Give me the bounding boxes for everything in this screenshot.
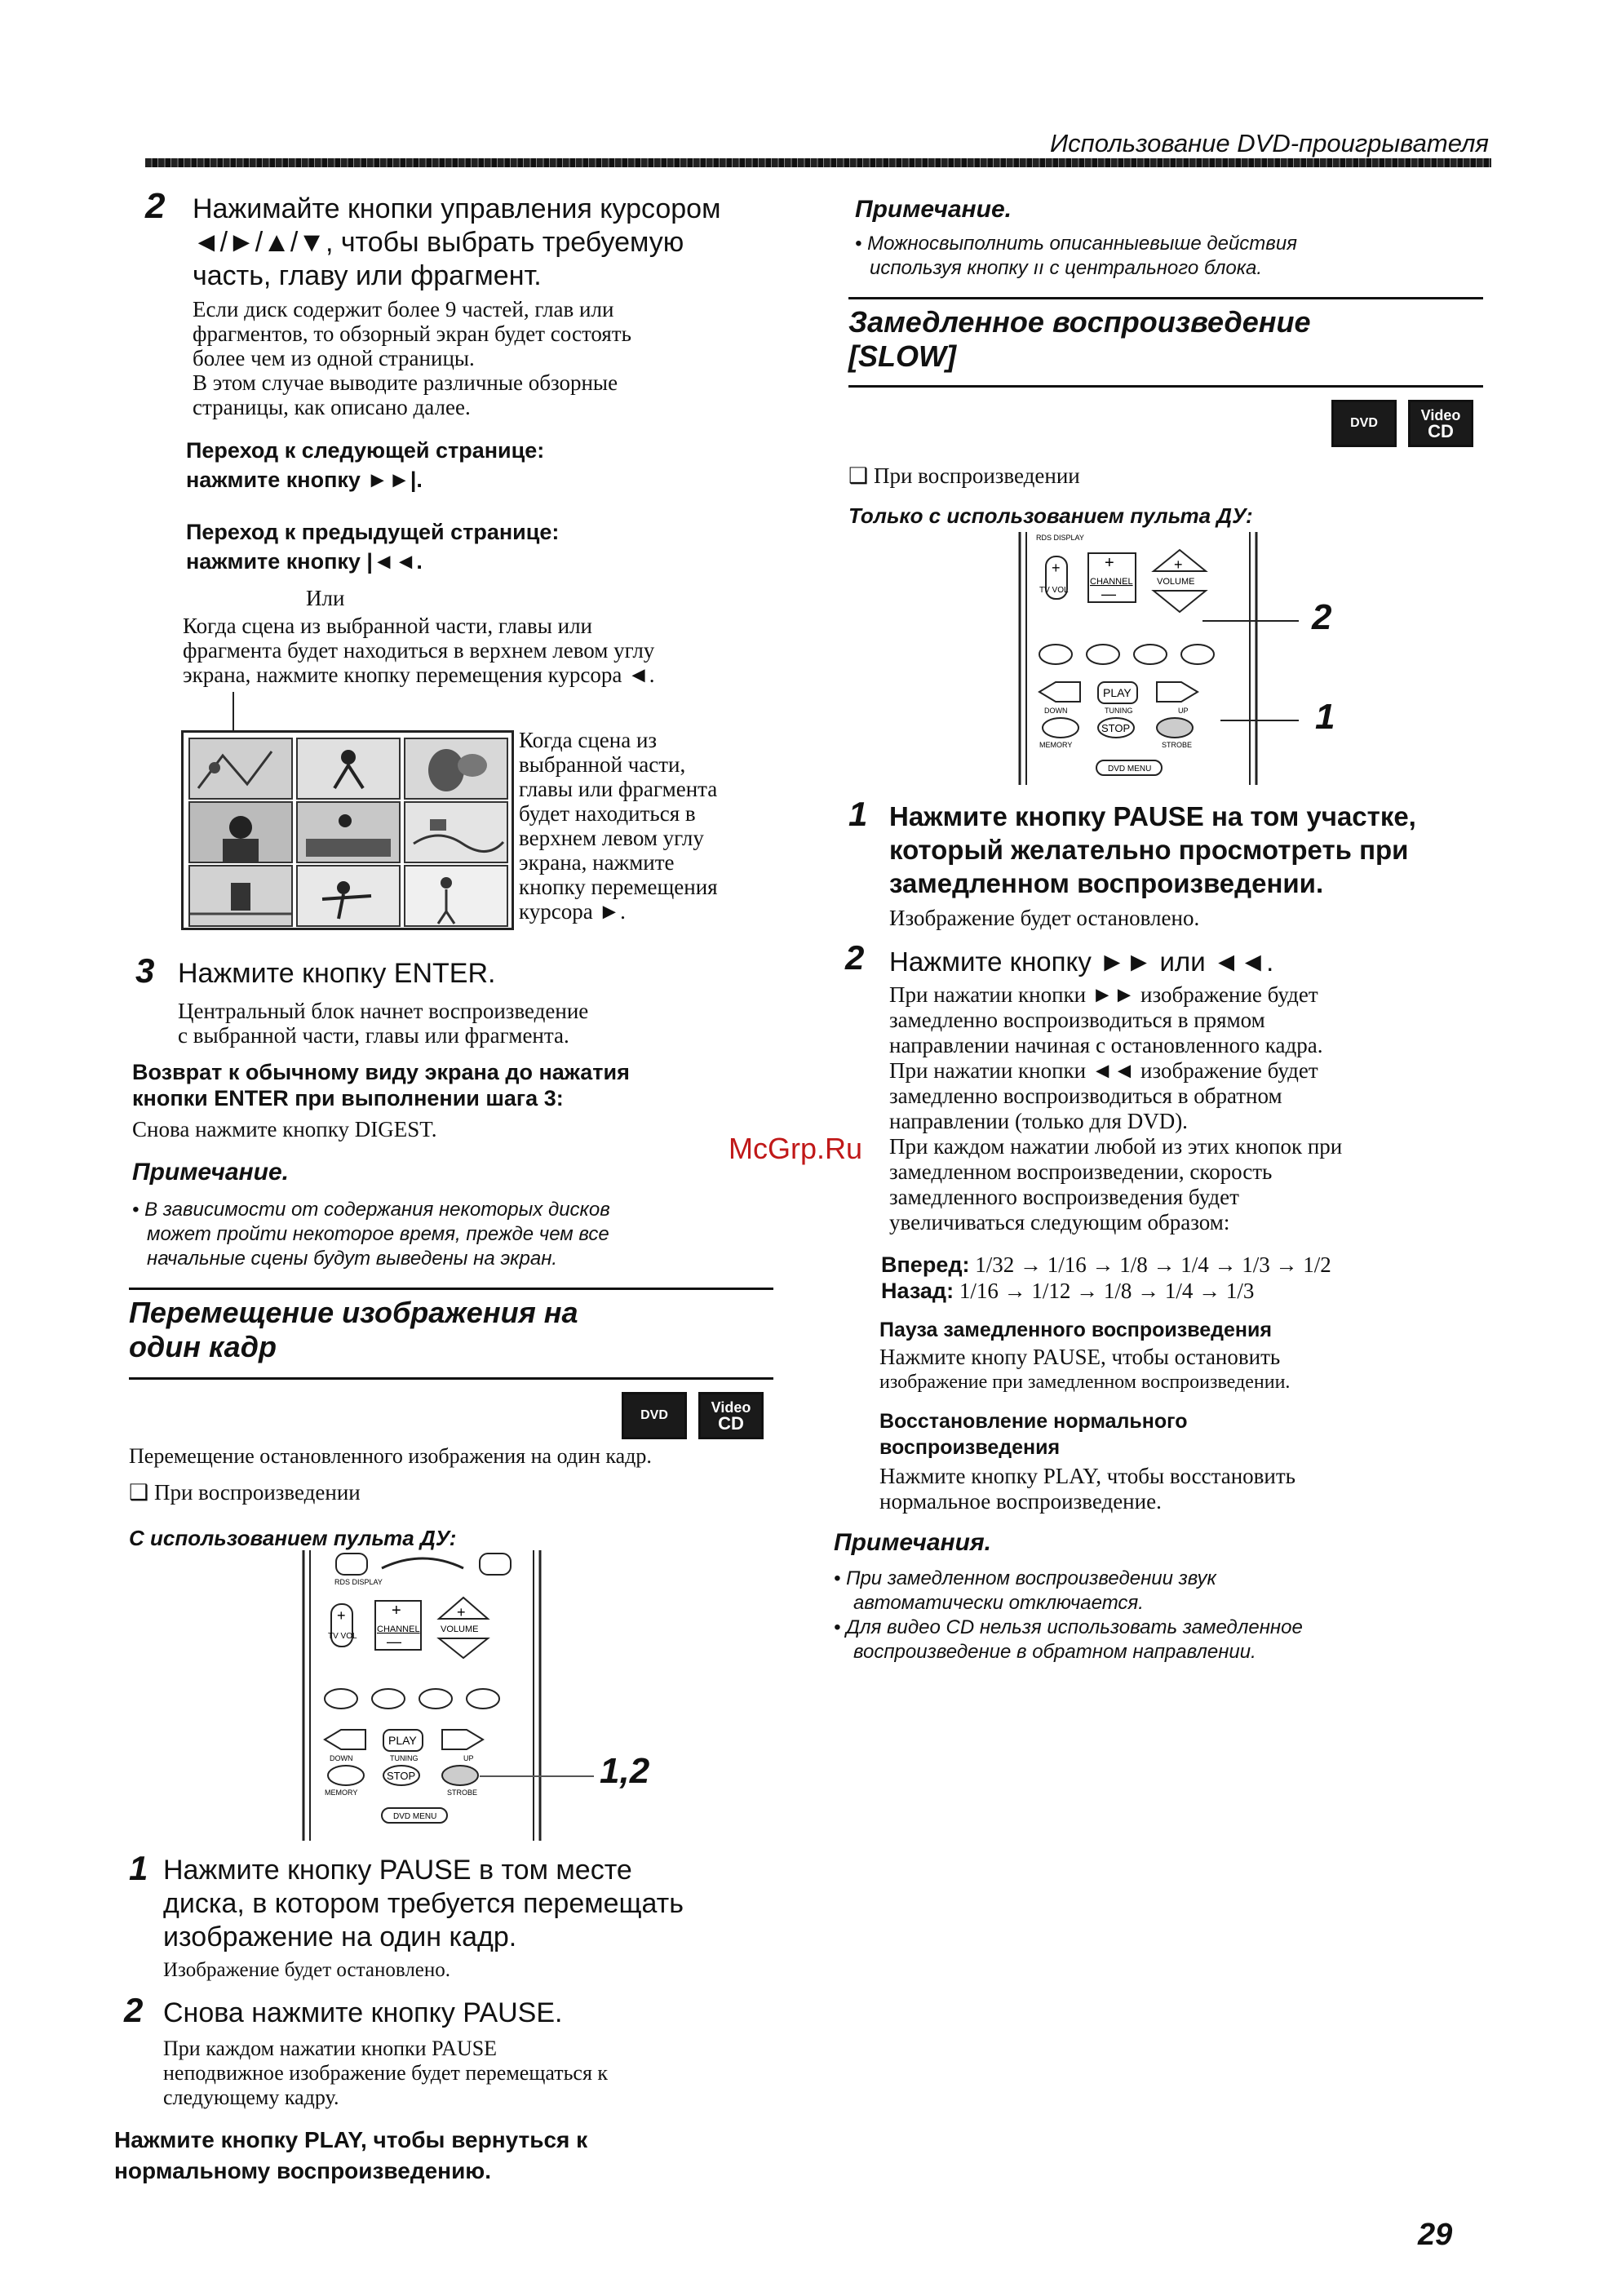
body-line: Центральный блок начнет воспроизведение <box>178 999 589 1023</box>
dvd-menu-label: DVD MENU <box>1108 765 1152 773</box>
up-label: UP <box>463 1754 474 1762</box>
step-body <box>889 982 1342 1235</box>
step-heading-line: Нажимайте кнопки управления курсором <box>193 193 721 224</box>
section-heading-line: Перемещение изображения на <box>129 1296 578 1329</box>
section-heading-line: [SLOW] <box>848 339 956 373</box>
callout-leader <box>1202 620 1299 622</box>
rds-display-label: RDS DISPLAY <box>334 1578 383 1586</box>
body-line: замедленно воспроизводиться в прямом <box>889 1008 1265 1032</box>
note-line: может пройти некоторое время, прежде чем все <box>147 1223 609 1245</box>
step-heading: Нажмите кнопку ►► или ◄◄. <box>889 946 1274 977</box>
step-body <box>178 999 588 1048</box>
up-label: UP <box>1178 707 1189 715</box>
step-heading-line: диска, в котором требуется перемещать <box>163 1888 684 1919</box>
section-heading-line: Замедленное воспроизведение <box>848 305 1311 339</box>
step-heading-line: Нажмите кнопку PAUSE на том участке, <box>889 801 1416 831</box>
badge-label: CD <box>718 1413 744 1434</box>
rds-display-label: RDS DISPLAY <box>1036 534 1084 542</box>
step-heading <box>163 1854 684 1954</box>
body-line: В этом случае выводите различные обзорные <box>193 370 618 395</box>
section-rule <box>848 297 1483 299</box>
body-line: увеличиваться следующим образом: <box>889 1210 1230 1234</box>
step-number: 2 <box>845 938 865 977</box>
when-paragraph <box>183 614 655 687</box>
note-line: • Для видео CD нельзя использовать замедленное <box>834 1616 1303 1638</box>
forward-label: Вперед: <box>881 1252 970 1277</box>
header-rule <box>145 158 1491 167</box>
body-line: фрагмента будет находиться в верхнем левом углу <box>183 638 655 663</box>
down-label: DOWN <box>1044 707 1068 715</box>
backward-label: Назад: <box>881 1279 954 1303</box>
subheading-line: Восстановление нормального <box>879 1410 1188 1433</box>
backward-speeds: 1/16 → 1/12 → 1/8 → 1/4 → 1/3 <box>959 1279 1255 1303</box>
body-line: Когда сцена из выбранной части, главы или <box>183 614 593 638</box>
badge-label: DVD <box>640 1408 668 1422</box>
body-line: экрана, нажмите <box>519 850 675 875</box>
step-heading-line: ◄/►/▲/▼, чтобы выбрать требуемую <box>193 227 684 258</box>
memory-label: MEMORY <box>1039 741 1073 749</box>
thumbnail <box>404 738 508 800</box>
body-line: курсора ►. <box>519 899 626 924</box>
plus-label: + <box>1174 556 1183 573</box>
note-line: воспроизведение в обратном направлении. <box>853 1641 1256 1663</box>
badge-label: DVD <box>1350 416 1378 430</box>
step-body <box>163 2037 608 2110</box>
thumbnail <box>296 738 401 800</box>
step-heading-line: изображение на один кадр. <box>163 1921 517 1952</box>
section-rule <box>129 1288 773 1290</box>
strobe-label: STROBE <box>1162 741 1193 749</box>
body-line: с выбранной части, главы или фрагмента. <box>178 1023 569 1048</box>
strobe-label: STROBE <box>447 1788 478 1797</box>
subheading <box>879 1408 1188 1460</box>
step-heading <box>193 193 720 293</box>
step-heading-line: часть, главу или фрагмент. <box>193 260 542 291</box>
step-heading-line: Нажмите кнопку PAUSE в том месте <box>163 1855 632 1886</box>
body-line: нормальное воспроизведение. <box>879 1489 1162 1514</box>
body-line: При нажатии кнопки ►► изображение будет <box>889 982 1318 1007</box>
body-line: При нажатии кнопки ◄◄ изображение будет <box>889 1058 1318 1083</box>
plus-label: + <box>1052 560 1061 576</box>
body-line: выбранной части, <box>519 752 686 777</box>
remote-control-diagram <box>300 1550 545 1841</box>
body-line: При каждом нажатии любой из этих кнопок при <box>889 1134 1343 1159</box>
memory-label: MEMORY <box>325 1788 358 1797</box>
instruction-line: Нажмите кнопку PLAY, чтобы вернуться к <box>114 2127 588 2152</box>
note-line: • При замедленном воспроизведении звук <box>834 1567 1216 1589</box>
body-line: верхнем левом углу <box>519 826 704 850</box>
body-line: будет находиться в <box>519 801 696 826</box>
instruction-line: Возврат к обычному виду экрана до нажатия <box>132 1060 630 1084</box>
body-line: Нажмите кнопку PLAY, чтобы восстановить <box>879 1464 1295 1488</box>
channel-label: CHANNEL <box>1090 577 1133 587</box>
section-rule <box>848 385 1483 388</box>
step-number: 2 <box>124 1991 144 2029</box>
volume-label: VOLUME <box>441 1624 479 1634</box>
plus-label: + <box>337 1607 346 1624</box>
badge-label: Video <box>1420 407 1461 423</box>
section-heading <box>129 1296 578 1364</box>
play-label: PLAY <box>1103 686 1132 699</box>
page-number: 29 <box>1418 2218 1453 2252</box>
callout-label: 2 <box>1312 597 1332 637</box>
note-line: начальные сцены будут выведены на экран. <box>147 1248 558 1270</box>
step-number: 3 <box>135 951 155 990</box>
section-description: Перемещение остановленного изображения на один кадр. <box>129 1444 652 1468</box>
step-heading <box>889 800 1416 900</box>
note-body <box>132 1198 610 1271</box>
volume-label: VOLUME <box>1157 577 1195 587</box>
instruction-line: кнопки ENTER при выполнении шага 3: <box>132 1086 564 1110</box>
side-paragraph <box>519 728 718 924</box>
section-rule <box>129 1377 773 1380</box>
callout-label: 1,2 <box>600 1751 650 1791</box>
forward-speeds: 1/32 → 1/16 → 1/8 → 1/4 → 1/3 → 1/2 <box>975 1252 1331 1277</box>
minus-label: — <box>387 1633 401 1650</box>
remote-usage-label: Только с использованием пульта ДУ: <box>848 503 1253 528</box>
body-line: главы или фрагмента <box>519 777 718 801</box>
remote-usage-label: С использованием пульта ДУ: <box>129 1526 457 1550</box>
return-instruction <box>114 2125 587 2187</box>
body-line: Когда сцена из <box>519 728 658 752</box>
callout-label: 1 <box>1315 697 1335 737</box>
dvd-badge <box>1331 400 1397 447</box>
tuning-label: TUNING <box>1105 707 1133 715</box>
body-line: изображение при замедленном воспроизведении. <box>879 1372 1291 1393</box>
body-line: неподвижное изображение будет перемещаться к <box>163 2061 609 2085</box>
thumbnail <box>188 801 293 863</box>
thumbnail <box>188 865 293 927</box>
body-line: замедленного воспроизведения будет <box>889 1185 1239 1209</box>
body-line: При каждом нажатии кнопки PAUSE <box>163 2037 498 2060</box>
next-page-instruction <box>186 436 544 494</box>
note-line: • Можносвыполнить описанныевыше действия <box>855 233 1297 255</box>
body-line: Если диск содержит более 9 частей, глав или <box>193 297 614 321</box>
tv-vol-label: TV VOL <box>1039 586 1069 595</box>
dvd-menu-label: DVD MENU <box>393 1812 437 1821</box>
body-line: фрагментов, то обзорный экран будет состоять <box>193 321 631 346</box>
section-heading <box>848 305 1310 374</box>
watermark: McGrp.Ru <box>729 1132 863 1165</box>
note-line: • В зависимости от содержания некоторых дисков <box>132 1199 610 1221</box>
stop-label: STOP <box>387 1770 416 1782</box>
tuning-label: TUNING <box>390 1754 419 1762</box>
step-heading-line: который желательно просмотреть при <box>889 835 1409 865</box>
callout-line <box>233 692 234 733</box>
subsection-body <box>879 1464 1295 1514</box>
note-title: Примечания. <box>834 1529 991 1556</box>
remote-control-diagram <box>1016 532 1261 785</box>
minus-label: — <box>1101 586 1116 602</box>
plus-label: + <box>457 1604 466 1620</box>
body-line: направлении (только для DVD). <box>889 1109 1188 1133</box>
channel-label: CHANNEL <box>377 1624 420 1634</box>
note-title: Примечание. <box>132 1159 289 1186</box>
instruction-line: Переход к предыдущей странице: <box>186 520 560 544</box>
note-line: автоматически отключается. <box>853 1592 1144 1614</box>
subheading: Пауза замедленного воспроизведения <box>879 1319 1272 1341</box>
stop-label: STOP <box>1101 722 1131 734</box>
speed-sequence <box>881 1252 1331 1304</box>
tv-vol-label: TV VOL <box>328 1632 357 1641</box>
body-line: страницы, как описано далее. <box>193 395 471 419</box>
condition-text: ❑ При воспроизведении <box>129 1480 361 1505</box>
thumbnail <box>404 865 508 927</box>
step-body: Изображение будет остановлено. <box>889 906 1200 930</box>
body-line: замедленном воспроизведении, скорость <box>889 1159 1273 1184</box>
note-body <box>855 232 1297 281</box>
subsection-body <box>879 1345 1290 1395</box>
body-line: экрана, нажмите кнопку перемещения курсора ◄. <box>183 663 655 687</box>
plus-label: + <box>392 1602 401 1620</box>
dvd-badge <box>622 1392 687 1439</box>
step-heading: Снова нажмите кнопку PAUSE. <box>163 1997 563 2028</box>
subheading-line: воспроизведения <box>879 1436 1061 1459</box>
step-heading-line: замедленном воспроизведении. <box>889 868 1324 898</box>
return-action: Снова нажмите кнопку DIGEST. <box>132 1117 437 1141</box>
body-line: замедленно воспроизводиться в обратном <box>889 1084 1282 1108</box>
video-cd-badge <box>698 1392 764 1439</box>
step-heading: Нажмите кнопку ENTER. <box>178 958 496 989</box>
section-heading-line: один кадр <box>129 1330 277 1363</box>
thumbnail <box>296 865 401 927</box>
running-header: Использование DVD-проигрывателя <box>1050 129 1489 157</box>
remote-control-svg <box>300 1550 545 1841</box>
instruction-line: нажмите кнопку ►►|. <box>186 468 423 492</box>
play-label: PLAY <box>388 1734 417 1747</box>
body-line: следующему кадру. <box>163 2085 339 2109</box>
note-title: Примечание. <box>855 196 1012 223</box>
note-body <box>834 1567 1303 1664</box>
thumbnail <box>188 738 293 800</box>
step-body: Изображение будет остановлено. <box>163 1959 451 1981</box>
badge-label: CD <box>1428 421 1454 441</box>
step-number: 2 <box>145 186 166 226</box>
note-line: используя кнопку ıı с центрального блока. <box>870 257 1263 279</box>
step-number: 1 <box>848 795 868 833</box>
body-line: кнопку перемещения <box>519 875 718 899</box>
condition-text: ❑ При воспроизведении <box>848 463 1080 488</box>
body-line: более чем из одной страницы. <box>193 346 475 370</box>
down-label: DOWN <box>330 1754 353 1762</box>
return-instruction <box>132 1059 630 1111</box>
digest-screen-thumbnails <box>181 730 514 930</box>
instruction-line: нормальному воспроизведению. <box>114 2158 491 2183</box>
prev-page-instruction <box>186 517 559 576</box>
callout-leader <box>1220 720 1299 721</box>
instruction-line: Переход к следующей странице: <box>186 438 545 463</box>
body-line: направлении начиная с остановленного кадра. <box>889 1033 1323 1057</box>
thumbnail <box>404 801 508 863</box>
plus-label: + <box>1105 554 1114 572</box>
badge-label: Video <box>711 1399 751 1416</box>
video-cd-badge <box>1408 400 1473 447</box>
or-text: Или <box>306 586 345 610</box>
remote-control-svg <box>1016 532 1261 785</box>
thumbnail <box>296 801 401 863</box>
step-body <box>193 297 631 419</box>
body-line: Нажмите кнопу PAUSE, чтобы остановить <box>879 1345 1281 1369</box>
instruction-line: нажмите кнопку |◄◄. <box>186 549 423 574</box>
callout-leader <box>480 1775 594 1777</box>
step-number: 1 <box>129 1849 148 1887</box>
